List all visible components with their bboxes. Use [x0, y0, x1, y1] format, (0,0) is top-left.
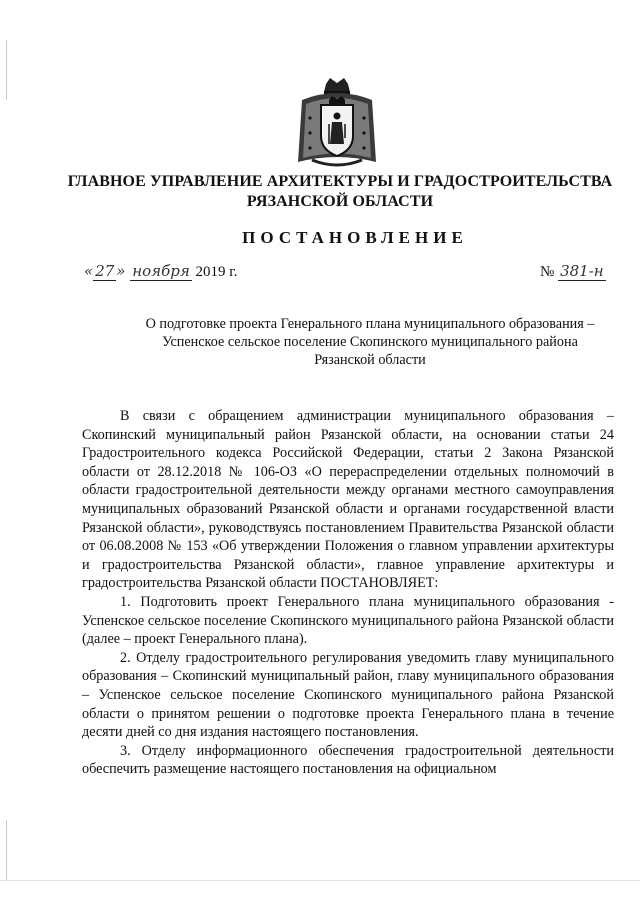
page-bottom-rule	[0, 880, 640, 881]
body-paragraph-item-1: 1. Подготовить проект Генерального плана муниципального образования - Успенское сельское поселение Скопинского муниципального района Рязанской области (далее – проект Генерального плана).	[82, 593, 614, 648]
scan-edge-mark	[6, 40, 7, 100]
number-value: 381-н	[560, 262, 604, 280]
body-paragraph-item-2: 2. Отделу градостроительного регулирования уведомить главу муниципального образования – Скопинский муниципальный район, главу муниципального образования – Успенское сельское поселение Скопинского муниципального района Рязанской области о принятом решении о подготовке проекта Генерального плана в течение десяти дней со дня издания настоящего постановления.	[82, 649, 614, 741]
body-paragraph-item-3: 3. Отделу информационного обеспечения градостроительной деятельности обеспечить размещение настоящего постановления на официальном	[82, 742, 614, 778]
date-month: ноября	[132, 262, 190, 280]
subject-line2: Успенское сельское поселение Скопинского муниципального района	[162, 334, 578, 350]
scan-edge-mark	[6, 820, 7, 880]
subject-line1: О подготовке проекта Генерального плана муниципального образования –	[145, 316, 595, 332]
date-year: 2019 г.	[195, 264, 238, 280]
document-date: « 27 » ноября 2019 г.	[84, 262, 238, 280]
document-number	[540, 262, 606, 281]
date-open-quote: «	[84, 262, 94, 280]
document-body	[82, 407, 614, 779]
org-name-line1: ГЛАВНОЕ УПРАВЛЕНИЕ АРХИТЕКТУРЫ И ГРАДОСТРОИТЕЛЬСТВА	[67, 173, 613, 190]
number-label: №	[540, 264, 555, 280]
document-type-title: ПОСТАНОВЛЕНИЕ	[242, 228, 468, 247]
body-paragraph-preamble: В связи с обращением администрации муниципального образования – Скопинский муниципальный район Рязанской области, на основании статьи 24 Градостроительного кодекса Российской Федерации, статьи 2 Закона Рязанской области от 28.12.2018 № 106-ОЗ «О перераспределении отдельных полномочий в области градостроительной деятельности между органами местного самоуправления муниципальных образований Рязанской области и органами государственной власти Рязанской области», руководствуясь постановлением Правительства Рязанской области от 06.08.2008 № 153 «Об утверждении Положения о главном управлении архитектуры и градостроительства Рязанской области», главное управление архитектуры и градостроительства Рязанской области ПОСТАНОВЛЯЕТ:	[82, 408, 614, 592]
date-day: 27	[95, 262, 115, 280]
subject-line3: Рязанской области	[314, 352, 426, 368]
org-name-line2: РЯЗАНСКОЙ ОБЛАСТИ	[246, 193, 434, 210]
coat-of-arms-emblem	[296, 78, 378, 170]
document-subject	[110, 315, 630, 369]
